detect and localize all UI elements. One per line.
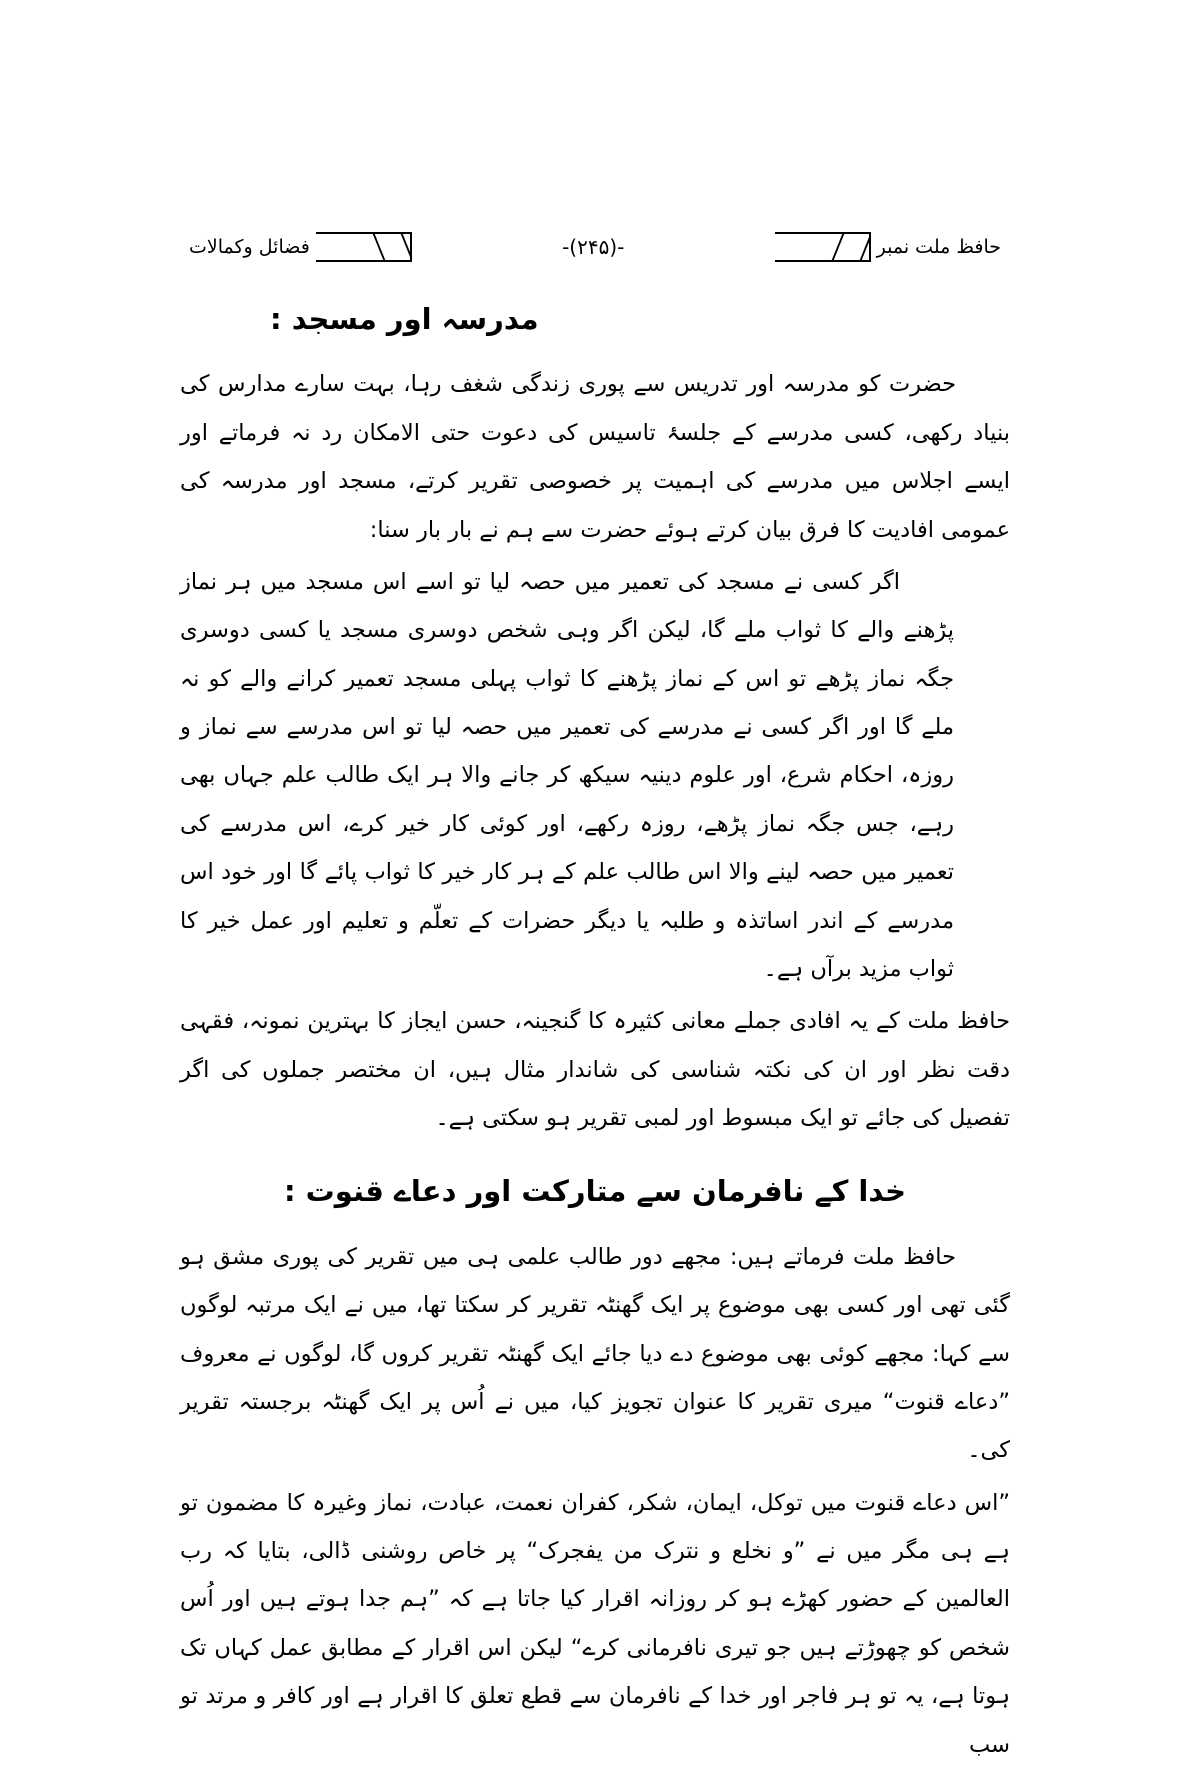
paragraph: حضرت کو مدرسہ اور تدریس سے پوری زندگی شغف رہا، بہت سارے مدارس کی بنیاد رکھی، کسی مدرسے کے جلسۂ تاسیس کی دعوت حتی الامکان رد نہ فرماتے اور ایسے اجلاس میں مدرسے کی اہمیت پر خصوصی تقریر کرتے، مسجد اور مدرسہ کی عمومی افادیت کا فرق بیان کرتے ہوئے حضرت سے ہم نے بار بار سنا:: [180, 371, 1010, 543]
header-left-group: [183, 232, 412, 262]
paragraph: ”اس دعاے قنوت میں توکل، ایمان، شکر، کفران نعمت، عبادت، نماز وغیرہ کا مضمون تو ہے ہی مگر میں نے ”و نخلع و نترک من یفجرک“ پر خاص روشنی ڈالی، بتایا کہ رب العالمین کے حضور کھڑے ہو کر روزانہ اقرار کیا جاتا ہے کہ ”ہم جدا ہوتے ہیں اور اُس شخص کو چھوڑتے ہیں جو تیری نافرمانی کرے“ لیکن اس اقرار کے مطابق عمل کہاں تک ہوتا ہے، یہ تو ہر فاجر اور خدا کے نافرمان سے قطع تعلق کا اقرار ہے اور کافر و مرتد تو سب: [180, 1489, 1010, 1758]
paragraph: اگر کسی نے مسجد کی تعمیر میں حصہ لیا تو اسے اس مسجد میں ہر نماز پڑھنے والے کا ثواب ملے گا، لیکن اگر وہی شخص دوسری مسجد یا کسی دوسری جگہ نماز پڑھے تو اس کے نماز پڑھنے کا ثواب پہلی مسجد تعمیر کرانے والے کو نہ ملے گا اور اگر کسی نے مدرسے کی تعمیر میں حصہ لیا تو اس مدرسے سے نماز و روزہ، احکام شرع، اور علوم دینیہ سیکھ کر جانے والا ہر ایک طالب علم جہاں بھی رہے، جس جگہ نماز پڑھے، روزہ رکھے، اور کوئی کار خیر کرے، اس مدرسے کی تعمیر میں حصہ لینے والا اس طالب علم کے ہر کار خیر کا ثواب پائے گا اور خود اس مدرسے کے اندر اساتذہ و طلبہ یا دیگر حضرات کے تعلّم و تعلیم اور عمل خیر کا ثواب مزید برآں ہے۔: [180, 568, 954, 982]
header-right-label: حافظ ملت نمبر: [876, 235, 1001, 258]
header-right-group: [775, 232, 1007, 262]
paragraph: حافظ ملت کے یہ افادی جملے معانی کثیرہ کا گنجینہ، حسن ایجاز کا بہترین نمونہ، فقہی دقت نظر اور ان کی نکتہ شناسی کی شاندار مثال ہیں، ان مختصر جملوں کی اگر تفصیل کی جائے تو ایک مبسوط اور لمبی تقریر ہو سکتی ہے۔: [180, 1008, 1010, 1132]
page-header: [183, 225, 1007, 269]
diamond-rule-ornament-right: [775, 232, 871, 262]
paragraph: حافظ ملت فرماتے ہیں: مجھے دور طالب علمی ہی میں تقریر کی پوری مشق ہو گئی تھی اور کسی بھی موضوع پر ایک گھنٹہ تقریر کر سکتا تھا، میں نے ایک مرتبہ لوگوں سے کہا: مجھے کوئی بھی موضوع دے دیا جائے ایک گھنٹہ تقریر کروں گا، لوگوں نے معروف ”دعاے قنوت“ میری تقریر کا عنوان تجویز کیا، میں نے اُس پر ایک گھنٹہ برجستہ تقریر کی۔: [180, 1243, 1010, 1464]
section-heading-khuda-ke-nafarman: خدا کے نافرمان سے متارکت اور دعاے قنوت :: [283, 1174, 907, 1209]
header-left-label: فضائل وکمالات: [189, 235, 310, 258]
page-number: -(۲۴۵)-: [562, 235, 625, 259]
diamond-rule-ornament-left: [316, 232, 412, 262]
section-heading-madrasa-aur-masjid: مدرسہ اور مسجد :: [270, 302, 539, 336]
page-content: [180, 290, 1010, 1773]
